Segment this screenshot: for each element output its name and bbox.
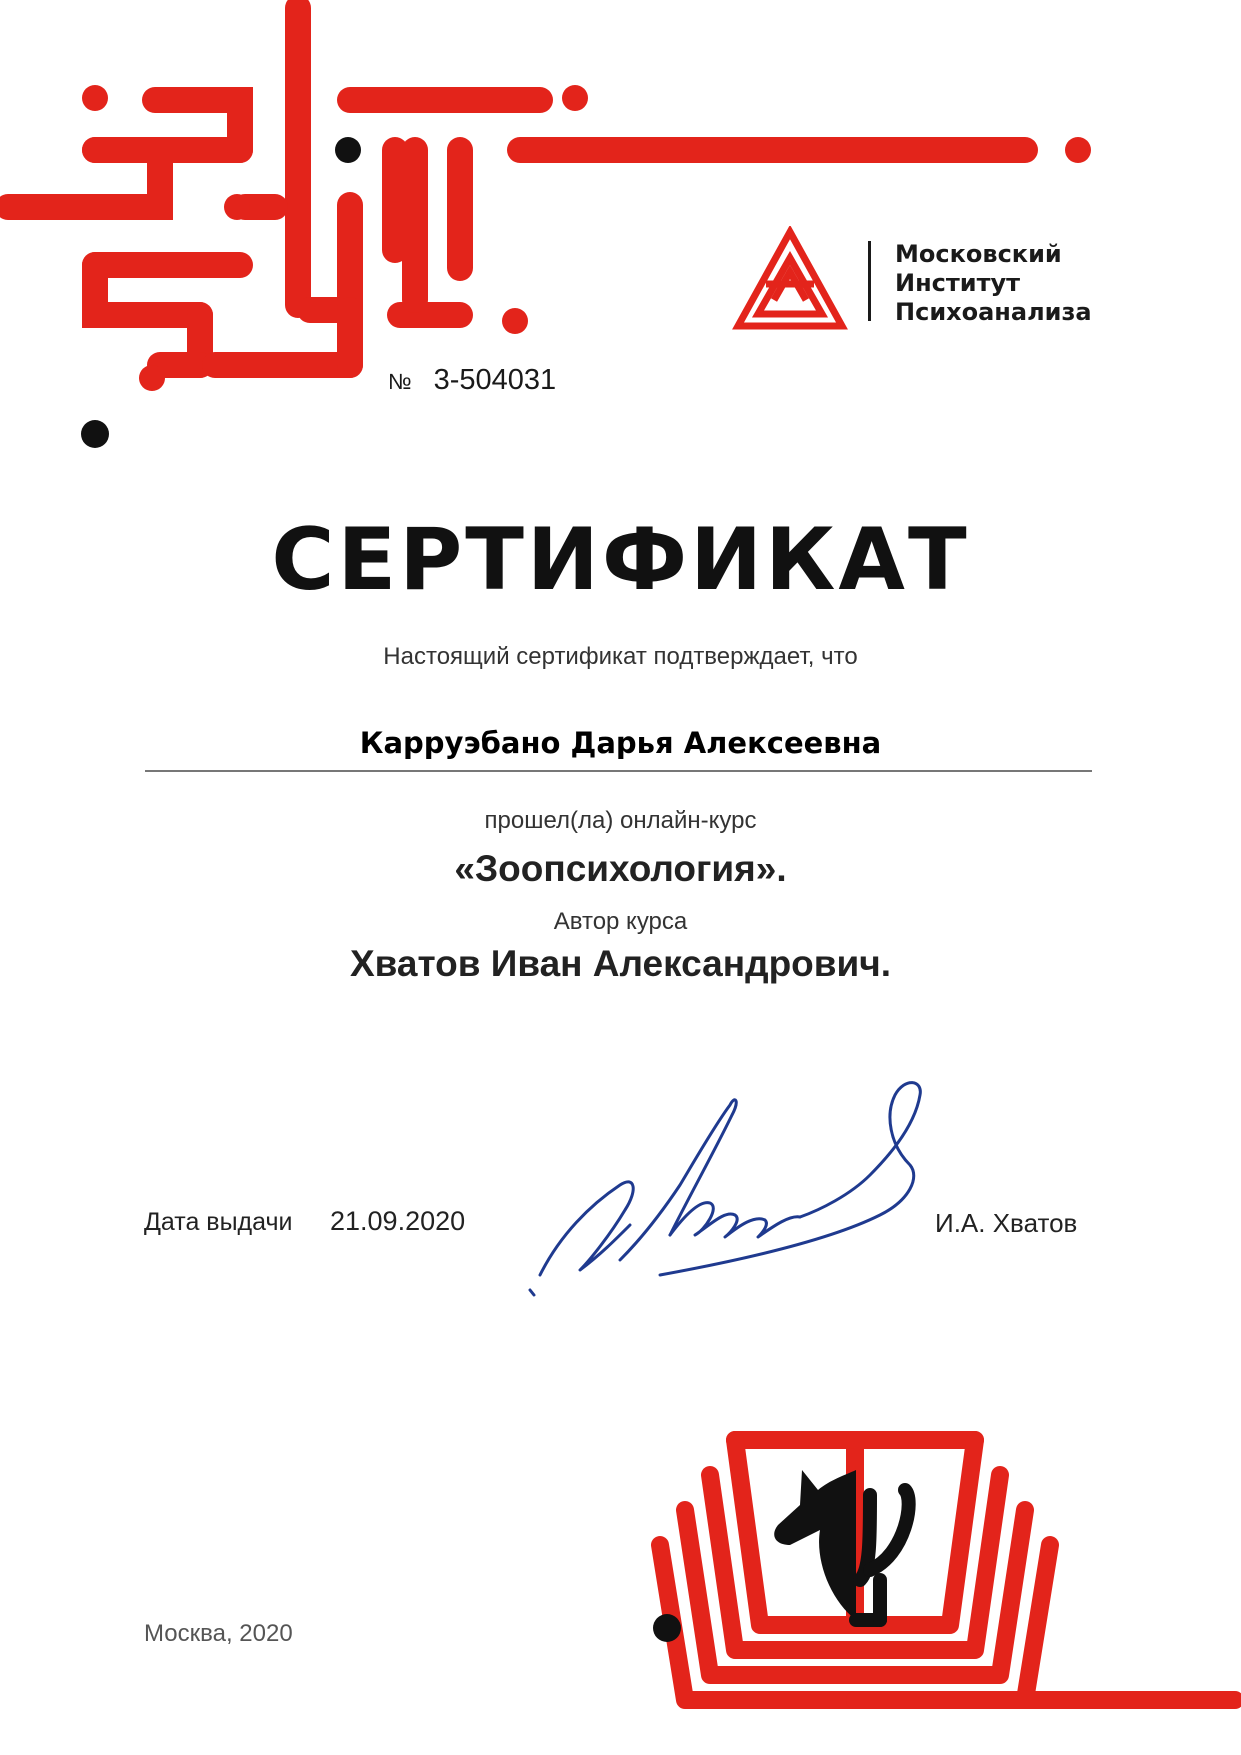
issue-date: 21.09.2020 [330,1206,466,1236]
certificate-number-value: 3-504031 [433,364,557,396]
number-symbol: № [388,369,412,394]
passed-course-text: прошел(ла) онлайн-курс [484,807,757,834]
recipient-name: Карруэбано Дарья Алексеевна [359,726,882,760]
city-year: Москва, 2020 [144,1620,293,1647]
issue-date-label: Дата выдачи [144,1208,293,1236]
institute-name-line-1: Московский [895,240,1062,268]
certificate-title: СЕРТИФИКАТ [271,510,970,610]
signer-name: И.А. Хватов [935,1208,1078,1238]
course-title: «Зоопсихология». [454,848,787,889]
institute-name-line-3: Психоанализа [895,298,1092,326]
confirm-text: Настоящий сертификат подтверждает, что [383,643,858,670]
institute-name-line-2: Институт [895,269,1021,297]
course-author: Хватов Иван Александрович. [349,943,892,984]
author-label: Автор курса [553,908,688,935]
